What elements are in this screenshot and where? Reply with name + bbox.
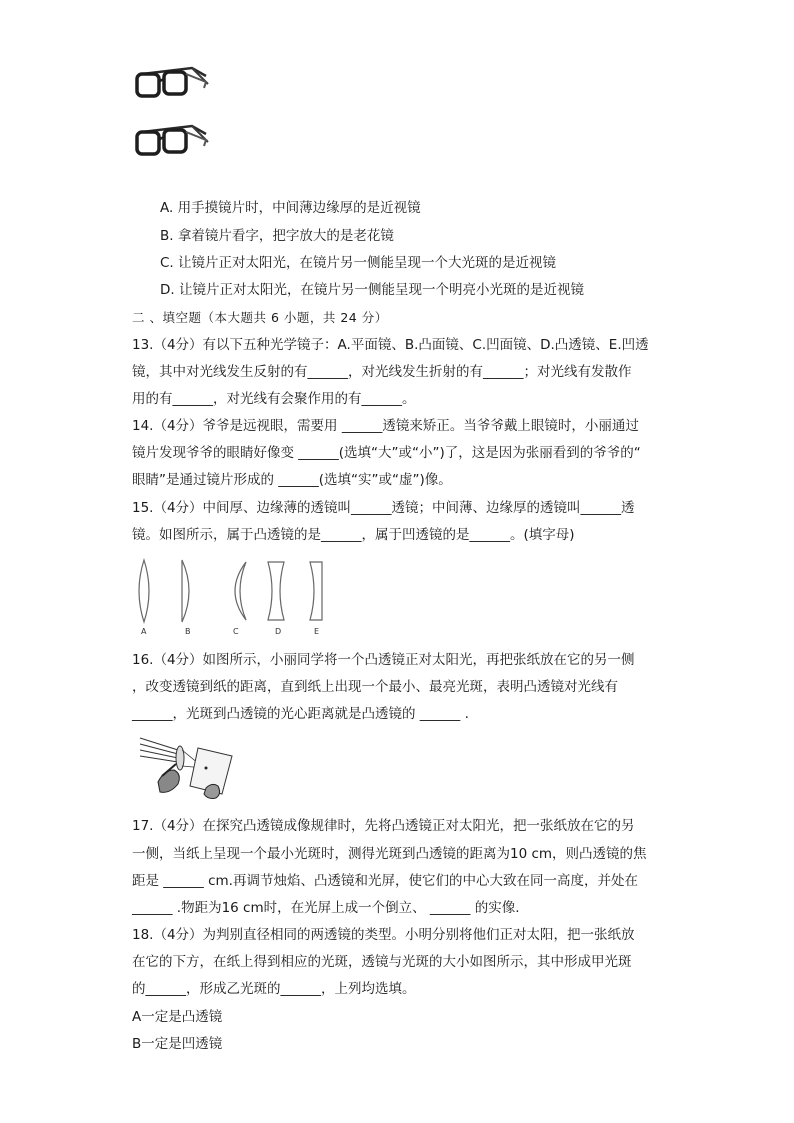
q18-option-b: B一定是凹透镜 bbox=[132, 1036, 223, 1052]
option-b: B. 拿着镜片看字，把字放大的是老花镜 bbox=[160, 228, 394, 244]
q14-line-2: 镜片发现爷爷的眼睛好像变 ______(选填“大”或“小”)了，这是因为张丽看到的爷爷的“ bbox=[132, 445, 641, 461]
q18-line-3: 的______，形成乙光斑的______，上列均选填。 bbox=[132, 981, 416, 997]
lens-label-d: D bbox=[275, 627, 282, 636]
lens-label-e: E bbox=[314, 627, 320, 636]
q15-line-1: 15.（4分）中间厚、边缘薄的透镜叫______透镜；中间薄、边缘厚的透镜叫______透 bbox=[132, 500, 635, 516]
q17-line-2: 一侧，当纸上呈现一个最小光斑时，测得光斑到凸透镜的距离为10 cm，则凸透镜的焦 bbox=[132, 846, 647, 862]
q18-line-1: 18.（4分）为判别直径相同的两透镜的类型。小明分别将他们正对太阳，把一张纸放 bbox=[132, 927, 635, 943]
option-d: D. 让镜片正对太阳光，在镜片另一侧能呈现一个明亮小光斑的是近视镜 bbox=[160, 282, 584, 298]
q18-option-a: A一定是凸透镜 bbox=[132, 1009, 223, 1025]
lens-label-b: B bbox=[185, 627, 191, 636]
q15-line-2: 镜。如图所示，属于凸透镜的是______，属于凹透镜的是______。(填字母) bbox=[132, 527, 575, 543]
q17-line-1: 17.（4分）在探究凸透镜成像规律时，先将凸透镜正对太阳光，把一张纸放在它的另 bbox=[132, 818, 635, 834]
q13-line-2: 镜，其中对光线发生反射的有______，对光线发生折射的有______；对光线有发散作 bbox=[132, 364, 632, 380]
q17-line-4: ______ .物距为16 cm时，在光屏上成一个倒立、 ______ 的实像. bbox=[132, 900, 520, 916]
section-title: 二 、填空题（本大题共 6 小题，共 24 分） bbox=[132, 310, 388, 325]
q18-line-2: 在它的下方，在纸上得到相应的光斑，透镜与光斑的大小如图所示，其中形成甲光斑 bbox=[132, 954, 632, 970]
lens-label-a: A bbox=[141, 627, 147, 636]
q16-line-3: ______，光斑到凸透镜的光心距离就是凸透镜的 ______ . bbox=[132, 706, 469, 722]
glasses-image-2 bbox=[134, 120, 210, 164]
option-c: C. 让镜片正对太阳光，在镜片另一侧能呈现一个大光斑的是近视镜 bbox=[160, 255, 557, 271]
lens-sunlight-sketch bbox=[138, 730, 238, 800]
option-a: A. 用手摸镜片时，中间薄边缘厚的是近视镜 bbox=[160, 200, 421, 216]
q13-line-1: 13.（4分）有以下五种光学镜子：A.平面镜、B.凸面镜、C.凹面镜、D.凸透镜、E.凹透 bbox=[132, 337, 649, 353]
lens-label-c: C bbox=[233, 627, 239, 636]
q16-line-1: 16.（4分）如图所示，小丽同学将一个凸透镜正对太阳光，再把张纸放在它的另一侧 bbox=[132, 652, 635, 668]
q17-line-3: 距是 ______ cm.再调节烛焰、凸透镜和光屏，使它们的中心大致在同一高度，并处在 bbox=[132, 873, 638, 889]
q14-line-1: 14.（4分）爷爷是远视眼，需要用 ______透镜来矫正。当爷爷戴上眼镜时，小丽通过 bbox=[132, 418, 639, 434]
glasses-image-1 bbox=[134, 62, 210, 106]
q13-line-3: 用的有______，对光线有会聚作用的有______。 bbox=[132, 391, 416, 407]
q14-line-3: 眼睛”是通过镜片形成的 ______(选填“实”或“虚”)像。 bbox=[132, 472, 452, 488]
q16-line-2: ，改变透镜到纸的距离，直到纸上出现一个最小、最亮光斑，表明凸透镜对光线有 bbox=[132, 679, 618, 695]
